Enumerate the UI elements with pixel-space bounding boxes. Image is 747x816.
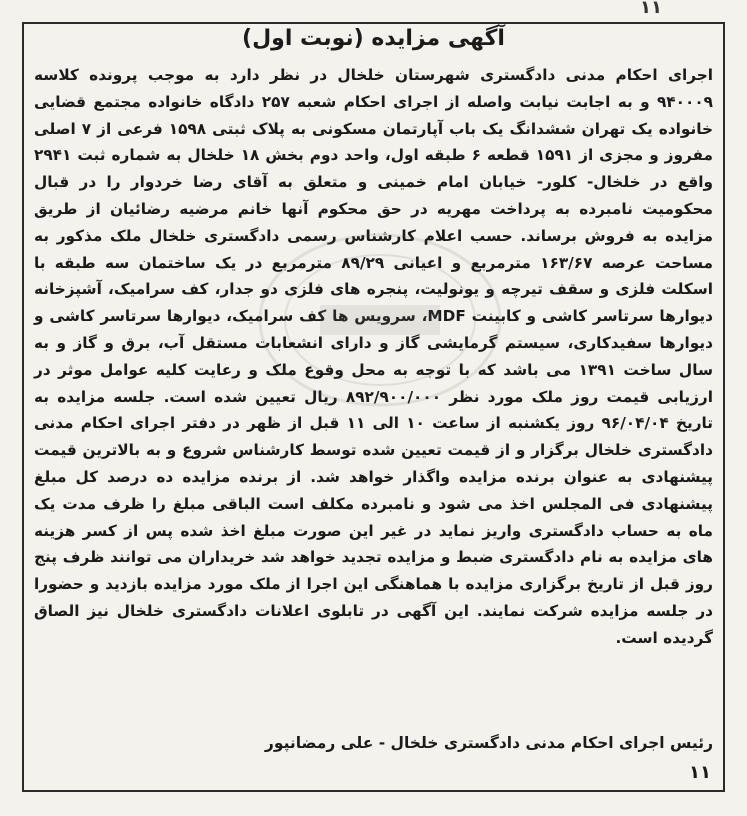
signature-line: رئیس اجرای احکام مدنی دادگستری خلخال - علی رمضانپور [264,734,713,752]
notice-body [34,62,713,652]
notice-paragraph: اجرای احکام مدنی دادگستری شهرستان خلخال در نظر دارد به موجب پرونده کلاسه ۹۴۰۰۰۹ و به اجابت نیابت واصله از اجرای احکام شعبه ۲۵۷ دادگاه خانواده مجتمع قضایی خانواده یک تهران ششدانگ یک باب آپارتمان مسکونی به پلاک ثبتی ۱۵۹۸ فرعی از ۷ اصلی مفروز و مجزی از ۱۵۹۱ قطعه ۶ طبقه اول، واحد دوم بخش ۱۸ خلخال به شماره ثبت ۲۹۴۱ واقع در خلخال- کلور- خیابان امام خمینی و متعلق به آقای رضا خردوار را در قبال محکومیت نامبرده به پرداخت مهریه در حق محکوم آنها خانم مرضیه رضائیان از طریق مزایده به فروش برساند. حسب اعلام کارشناس رسمی دادگستری خلخال ملک مذکور به مساحت عرصه ۱۶۳/۶۷ مترمربع و اعیانی ۸۹/۲۹ مترمربع در یک ساختمان سه طبقه با اسکلت فلزی و سقف تیرچه و یونولیت، پنجره های فلزی دو جدار، کف سرامیک، آشپزخانه دیوارها سرتاسر کاشی و کابینت MDF، سرویس ها کف سرامیک، دیوارها سرتاسر کاشی و دیوارها سفیدکاری، سیستم گرمایشی گاز و دارای انشعابات مستقل آب، برق و گاز و به سال ساخت ۱۳۹۱ می باشد که با توجه به محل وقوع ملک و رعایت کلیه عوامل موثر در ارزیابی قیمت روز ملک مورد نظر ۸۹۲/۹۰۰/۰۰۰ ریال تعیین شده است. جلسه مزایده به تاریخ ۹۶/۰۴/۰۴ روز یکشنبه از ساعت ۱۰ الی ۱۱ قبل از ظهر در دفتر اجرای احکام مدنی دادگستری خلخال برگزار و از قیمت تعیین شده توسط کارشناس شروع و به بالاترین قیمت پیشنهادی به عنوان برنده مزایده واگذار خواهد شد. از برنده مزایده ده درصد کل مبلغ پیشنهادی فی المجلس اخذ می شود و نامبرده مکلف است الباقی مبلغ را ظرف مدت یک ماه به حساب دادگستری واریز نماید در غیر این صورت مبلغ اخذ شده پس از کسر هزینه های مزایده به نام دادگستری ضبط و مزایده تجدید خواهد شد خریداران می توانند ظرف پنج روز قبل از تاریخ برگزاری مزایده با هماهنگی این اجرا از ملک مورد مزایده بازدید و حضورا در جلسه مزایده شرکت نمایند. این آگهی در تابلوی اعلانات دادگستری خلخال نیز الصاق گردیده است. [34,66,714,647]
top-page-mark: ۱۱ [640,0,662,18]
page-number: ۱۱ [689,762,711,783]
notice-title: آگهی مزایده (نوبت اول) [242,26,505,51]
